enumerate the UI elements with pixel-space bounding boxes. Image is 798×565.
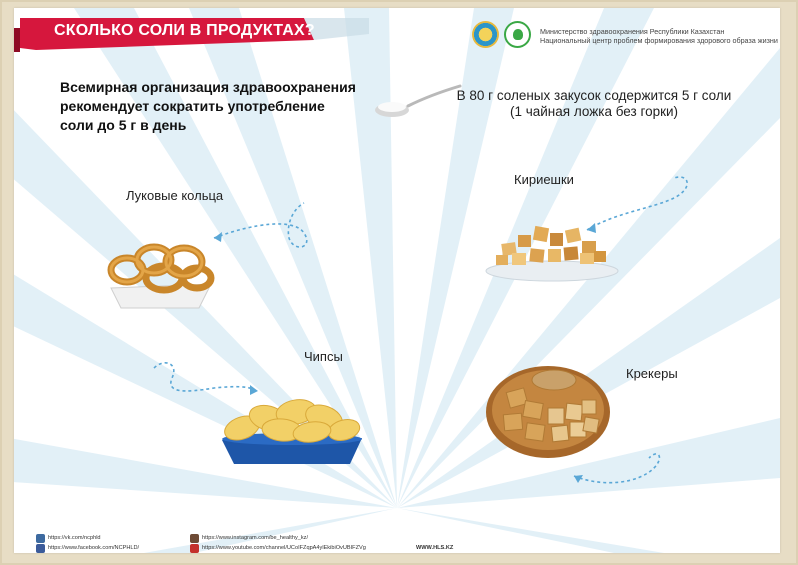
facebook-link[interactable]: https://www.facebook.com/NCPHLD/ [48,545,140,551]
vk-link[interactable]: https://vk.com/ncphld [48,535,101,541]
who-line-3: соли до 5 г в день [60,117,187,133]
salt-info-line-1: В 80 г соленых закусок содержится 5 г соли [456,88,732,103]
site-link[interactable]: WWW.HLS.KZ [416,545,454,551]
youtube-icon [190,544,199,553]
kirieshki-image [482,213,622,285]
instagram-icon [190,534,199,543]
instagram-link[interactable]: https://www.instagram.com/be_healthy_kz/ [202,535,309,541]
youtube-link[interactable]: https://www.youtube.com/channel/UCoIFZqpA4ylEkibiOvUBIFZVg [202,545,366,551]
who-line-1: Всемирная организация здравоохранения [60,79,356,95]
onion-rings-image [99,230,224,310]
label-kirieshki: Кириешки [514,172,574,187]
label-onion-rings: Луковые кольца [126,188,224,203]
chips-image [216,388,368,468]
label-chips: Чипсы [304,349,343,364]
ministry-line-2: Национальный центр проблем формирования здорового образа жизни [540,36,778,45]
crackers-image [484,360,614,460]
vk-icon [36,534,45,543]
who-line-2: рекомендует сократить употребление [60,98,325,114]
label-crackers: Крекеры [626,366,678,381]
page-title: СКОЛЬКО СОЛИ В ПРОДУКТАХ? [54,22,315,39]
facebook-icon [36,544,45,553]
salt-info-line-2: (1 чайная ложка без горки) [509,104,679,119]
ministry-line-1: Министерство здравоохранения Республики Казахстан [540,27,725,36]
poster-page [14,8,780,553]
